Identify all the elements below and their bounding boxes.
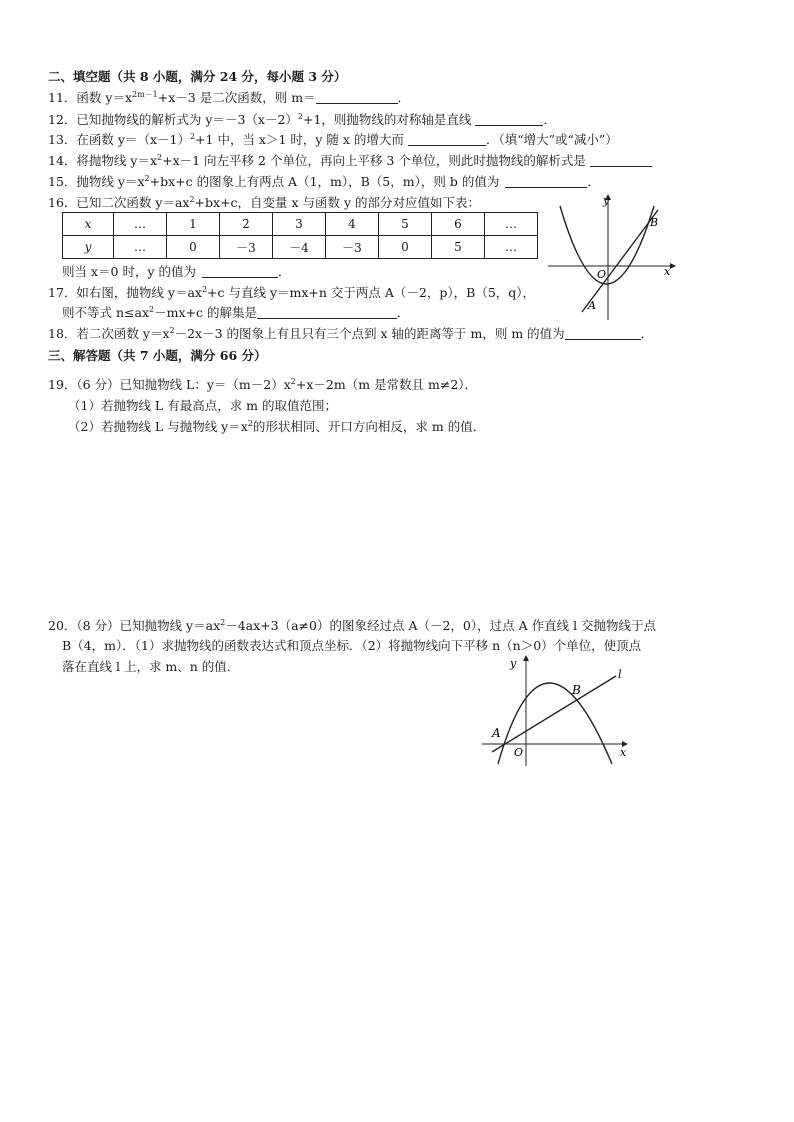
q19-stem-pre: 19．（6 分）已知抛物线 L：y＝（m－2）x [48,377,291,392]
section-2-header: 二、填空题（共 8 小题，满分 24 分，每小题 3 分） [48,69,347,84]
q20-l1-sup: 2 [220,618,226,627]
q14-sup: 2 [157,153,163,162]
answer-blank-17[interactable] [257,306,397,319]
table-cell: … [114,213,167,236]
q12-pre: 12．已知抛物线的解析式为 y＝－3（x－2） [48,112,298,127]
q11-sup: 2m－1 [132,90,158,99]
q20-l1-pre: 20．（8 分）已知抛物线 y＝ax [48,618,221,633]
question-20-line3: 落在直线 l 上，求 m、n 的值． [62,659,240,674]
answer-blank-12[interactable] [475,113,543,126]
q19-stem-post: +x－2m（m 是常数且 m≠2）． [295,377,478,392]
point-a-label: A [492,726,501,740]
question-13 [48,131,618,148]
answer-blank-16[interactable] [202,265,278,278]
question-14 [48,152,652,169]
table-cell: －4 [273,236,326,259]
table-cell: －3 [326,236,379,259]
table-cell: －3 [220,236,273,259]
table-cell: 1 [167,213,220,236]
table-cell: 6 [432,213,485,236]
q18-pre: 18．若二次函数 y＝x [48,326,170,341]
question-17 [48,284,535,301]
question-19 [48,376,477,393]
q11-pre: 11．函数 y＝x [48,90,132,105]
q11-post: +x－3 是二次函数，则 m＝ [157,90,316,105]
q16-post: +bx+c，自变量 x 与函数 y 的部分对应值如下表： [194,195,481,210]
q19-stem-sup: 2 [290,377,296,386]
point-b-label: B [650,216,659,229]
q18-post: －2x－3 的图象上有且只有三个点到 x 轴的距离等于 m，则 m 的值为 [174,326,565,341]
answer-blank-18[interactable] [565,327,641,340]
q18-sup: 2 [169,326,175,335]
question-19-part-1: （1）若抛物线 L 有最高点，求 m 的取值范围； [68,398,338,413]
straight-line [582,210,658,312]
q17-l2-pre: 则不等式 n≤ax [62,305,149,320]
q12-post: +1，则抛物线的对称轴是直线 [303,112,472,127]
q19-p2-pre: （2）若抛物线 L 与抛物线 y＝x [68,419,248,434]
answer-blank-15[interactable] [505,175,587,188]
x-axis-arrow [670,263,676,269]
answer-blank-11[interactable] [316,91,398,104]
y-axis-label: y [603,194,610,207]
origin-label: O [514,746,524,759]
parabola-curve [560,206,654,284]
q14-post: +x－1 向左平移 2 个单位，再向上平移 3 个单位，则此时抛物线的解析式是 [162,153,586,168]
table-cell: 0 [167,236,220,259]
table-cell: 2 [220,213,273,236]
q16-after-pre: 则当 x＝0 时，y 的值为 [62,264,196,279]
q18-end: ． [640,326,654,341]
q15-post: +bx+c 的图象上有两点 A（1，m），B（5，m），则 b 的值为 [149,174,500,189]
q16-pre: 16．已知二次函数 y＝ax [48,195,190,210]
q17-l1-pre: 17．如右图，抛物线 y＝ax [48,285,202,300]
q15-pre: 15．抛物线 y＝x [48,174,145,189]
question-17-line2 [62,304,409,321]
table-cell: … [485,236,538,259]
table-cell: 0 [379,236,432,259]
table-cell: 3 [273,213,326,236]
question-11 [48,89,410,106]
x-axis-label: x [620,746,627,759]
table-row-x [63,213,538,236]
value-table [62,212,538,259]
q17-l2-sup: 2 [149,305,155,314]
line-l-label: l [618,668,622,681]
table-cell: 4 [326,213,379,236]
q19-p2-sup: 2 [247,419,253,428]
origin-label: O [597,268,607,281]
q13-end: ．（填“增大”或“减小”） [485,132,618,147]
question-16-prompt [62,263,291,280]
x-axis-label: x [664,265,671,278]
q15-sup: 2 [144,174,150,183]
question-18 [48,325,653,342]
q14-pre: 14．将抛物线 y＝x [48,153,157,168]
q13-post: +1 中，当 x＞1 时，y 随 x 的增大而 [195,132,404,147]
question-15 [48,173,600,190]
parabola-line-figure-17 [546,192,676,322]
q11-end: ． [397,90,411,105]
q15-end: ． [587,174,600,189]
parabola-line-figure-20 [480,652,630,768]
point-b-label: B [572,683,581,697]
q13-pre: 13．在函数 y＝（x－1） [48,132,190,147]
q19-p2-post: 的形状相同、开口方向相反，求 m 的值． [252,419,486,434]
question-19-part-2 [68,418,485,435]
table-cell: 5 [379,213,432,236]
point-a-label: A [588,299,596,312]
q20-l1-post: －4ax+3（a≠0）的图象经过点 A（－2，0），过点 A 作直线 l 交抛物线于点 [225,618,657,633]
line-l [492,676,616,752]
q16-after-end: ． [278,264,291,279]
y-axis-arrow [523,655,529,661]
question-12 [48,111,556,128]
q17-l1-sup: 2 [201,285,208,294]
answer-blank-14[interactable] [590,154,652,167]
question-20-line2: B（4，m）．（1）求抛物线的函数表达式和顶点坐标．（2）将抛物线向下平移 n（n＞0）个单位，使顶点 [62,638,642,653]
q12-end: ． [543,112,556,127]
y-axis-label: y [510,657,517,670]
table-cell: … [485,213,538,236]
q13-sup: 2 [189,132,196,141]
answer-blank-13[interactable] [408,133,486,146]
question-16 [48,194,480,211]
question-20 [48,617,656,634]
q17-l1-post: +c 与直线 y＝mx+n 交于两点 A（－2，p），B（5，q）， [207,285,536,300]
q16-sup: 2 [189,195,195,204]
q12-sup: 2 [297,112,303,121]
section-3-header: 三、解答题（共 7 小题，满分 66 分） [48,348,267,363]
q17-l2-post: －mx+c 的解集是 [154,305,257,320]
table-row-y [63,236,538,259]
table-cell: … [114,236,167,259]
q17-l2-end: ． [396,305,410,320]
table-cell: y [63,236,114,259]
table-cell: x [63,213,114,236]
table-cell: 5 [432,236,485,259]
